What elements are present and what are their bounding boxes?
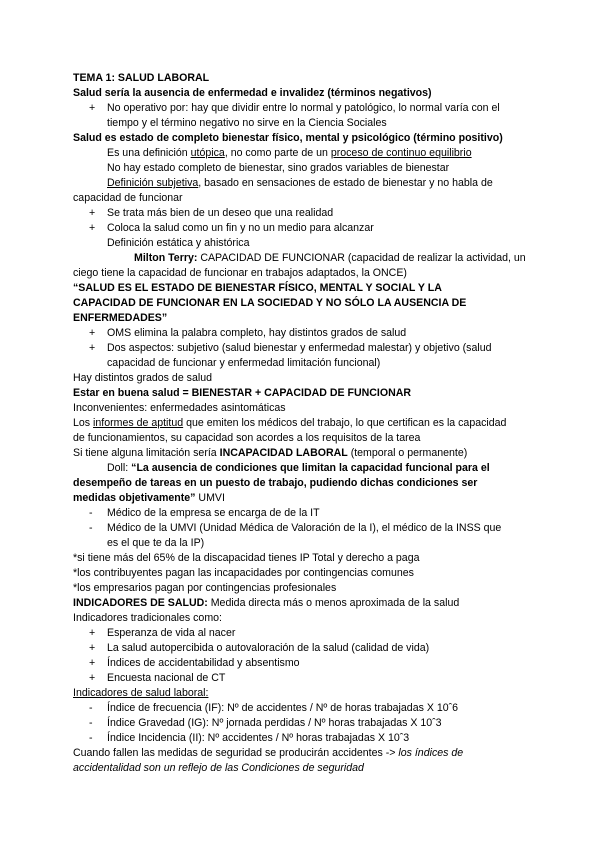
bullet-plus: +	[89, 627, 96, 639]
para: Es una definición utópica, no como parte de un proceso de continuo equilibrio	[107, 147, 472, 159]
bullet-text: Se trata más bien de un deseo que una realidad	[107, 207, 334, 219]
para: desempeño de tareas en un puesto de trabajo, pudiendo dichas condiciones ser	[73, 477, 478, 489]
bullet-text: OMS elimina la palabra completo, hay distintos grados de salud	[107, 327, 407, 339]
bullet-text: Índices de accidentabilidad y absentismo	[107, 657, 300, 669]
bullet-plus: +	[89, 342, 96, 354]
para: Cuando fallen las medidas de seguridad se producirán accidentes -> los índices de	[73, 747, 464, 759]
bullet-text: Médico de la UMVI (Unidad Médica de Valoración de la I), el médico de la INSS que	[107, 522, 502, 534]
bullet-plus: +	[89, 327, 96, 339]
para: Los informes de aptitud que emiten los médicos del trabajo, lo que certifican es la capacidad	[73, 417, 507, 429]
line-salud-negativa: Salud sería la ausencia de enfermedad e invalidez (términos negativos)	[73, 87, 432, 99]
para-doll: Doll: “La ausencia de condiciones que limitan la capacidad funcional para el	[107, 462, 490, 474]
bullet-dash: -	[89, 732, 93, 744]
bullet-plus: +	[89, 642, 96, 654]
para: Si tiene alguna limitación sería INCAPACIDAD LABORAL (temporal o permanente)	[73, 447, 468, 459]
note: *si tiene más del 65% de la discapacidad tienes IP Total y derecho a paga	[73, 552, 420, 564]
bullet-plus: +	[89, 222, 96, 234]
bullet-text: Médico de la empresa se encarga de de la IT	[107, 507, 320, 519]
para: capacidad de funcionar	[73, 192, 183, 204]
para: Definición estática y ahistórica	[107, 237, 250, 249]
bullet-text: es el que te da la IP)	[107, 537, 205, 549]
para: Hay distintos grados de salud	[73, 372, 212, 384]
para: No hay estado completo de bienestar, sino grados variables de bienestar	[107, 162, 450, 174]
bullet-dash: -	[89, 717, 93, 729]
quote-line: “SALUD ES EL ESTADO DE BIENESTAR FÍSICO, MENTAL Y SOCIAL Y LA	[73, 282, 442, 294]
bullet-text: Dos aspectos: subjetivo (salud bienestar y enfermedad malestar) y objetivo (salud	[107, 342, 492, 354]
para: Indicadores tradicionales como:	[73, 612, 222, 624]
quote-line: ENFERMEDADES”	[73, 312, 168, 324]
para: medidas objetivamente” UMVI	[73, 492, 225, 504]
quote-line: CAPACIDAD DE FUNCIONAR EN LA SOCIEDAD Y NO SÓLO LA AUSENCIA DE	[73, 297, 467, 309]
bullet-dash: -	[89, 702, 93, 714]
bullet-text: Índice Incidencia (II): Nº accidentes / Nº horas trabajadas X 10ˆ3	[107, 732, 410, 744]
line-salud-positiva: Salud es estado de completo bienestar físico, mental y psicológico (término positivo)	[73, 132, 503, 144]
note: *los empresarios pagan por contingencias profesionales	[73, 582, 337, 594]
bullet-dash: -	[89, 522, 93, 534]
para: Indicadores de salud laboral:	[73, 687, 209, 699]
bullet-dash: -	[89, 507, 93, 519]
bullet-plus: +	[89, 207, 96, 219]
bullet-text: tiempo y el término negativo no sirve en la Ciencia Sociales	[107, 117, 387, 129]
para: ciego tiene la capacidad de funcionar en trabajos adaptados, la ONCE)	[73, 267, 407, 279]
bullet-text: No operativo por: hay que dividir entre lo normal y patológico, lo normal varía con el	[107, 102, 500, 114]
bullet-text: La salud autopercibida o autovaloración de la salud (calidad de vida)	[107, 642, 430, 654]
bullet-text: Encuesta nacional de CT	[107, 672, 226, 684]
para-indicadores: INDICADORES DE SALUD: Medida directa más o menos aproximada de la salud	[73, 597, 460, 609]
bullet-text: Esperanza de vida al nacer	[107, 627, 236, 639]
bullet-plus: +	[89, 657, 96, 669]
bullet-text: Coloca la salud como un fin y no un medio para alcanzar	[107, 222, 374, 234]
bullet-text: Índice de frecuencia (IF): Nº de accidentes / Nº de horas trabajadas X 10ˆ6	[107, 702, 459, 714]
para: Inconvenientes: enfermedades asintomáticas	[73, 402, 286, 414]
para-milton-terry: Milton Terry: CAPACIDAD DE FUNCIONAR (capacidad de realizar la actividad, un	[134, 252, 526, 264]
bullet-plus: +	[89, 102, 96, 114]
bullet-plus: +	[89, 672, 96, 684]
equation-line: Estar en buena salud = BIENESTAR + CAPACIDAD DE FUNCIONAR	[73, 387, 412, 399]
note: *los contribuyentes pagan las incapacidades por contingencias comunes	[73, 567, 414, 579]
para: Definición subjetiva, basado en sensaciones de estado de bienestar y no habla de	[107, 177, 493, 189]
para: accidentalidad son un reflejo de las Condiciones de seguridad	[73, 762, 364, 774]
doc-title: TEMA 1: SALUD LABORAL	[73, 72, 210, 84]
bullet-text: capacidad de funcionar y enfermedad limitación funcional)	[107, 357, 381, 369]
para: de funcionamientos, su capacidad son acordes a los requisitos de la tarea	[73, 432, 421, 444]
bullet-text: Índice Gravedad (IG): Nº jornada perdidas / Nº horas trabajadas X 10ˆ3	[107, 717, 442, 729]
